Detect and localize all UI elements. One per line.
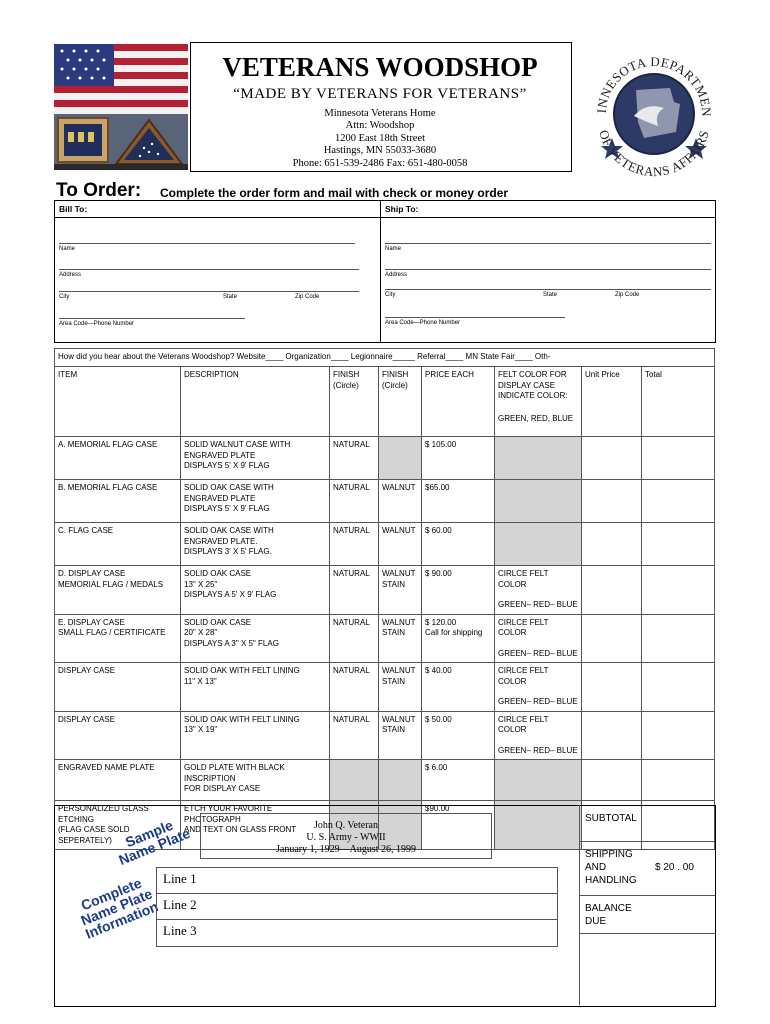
finish-natural-cell[interactable] xyxy=(330,760,379,801)
table-row xyxy=(55,480,715,523)
header-item: ITEM xyxy=(55,367,181,437)
table-row xyxy=(55,711,715,760)
ship-zip-label: Zip Code xyxy=(615,292,640,298)
item-cell: DISPLAY CASE xyxy=(55,663,181,712)
unit-price-cell[interactable] xyxy=(582,760,642,801)
subtotal-label: SUBTOTAL xyxy=(585,813,637,824)
felt-color-cell[interactable] xyxy=(495,523,582,566)
total-cell[interactable] xyxy=(642,711,715,760)
description-line: SOLID WALNUT CASE WITH xyxy=(184,440,291,449)
address-line: Attn: Woodshop xyxy=(345,120,415,132)
bill-phone-label: Area Code—Phone Number xyxy=(59,321,135,327)
finish-walnut-cell[interactable]: WALNUT STAIN xyxy=(379,711,422,760)
price-cell: $65.00 xyxy=(422,480,495,523)
header-price: PRICE EACH xyxy=(422,367,495,437)
shop-motto: “MADE BY VETERANS FOR VETERANS” xyxy=(233,86,527,102)
bill-address-label: Address xyxy=(59,272,82,278)
price-cell: $90.00 xyxy=(422,801,495,850)
description-line: DISPLAYS 5' X 9' FLAG xyxy=(184,461,270,470)
to-order-heading: To Order: xyxy=(56,180,142,201)
total-cell[interactable] xyxy=(642,614,715,663)
nameplate-line-2[interactable]: Line 2 xyxy=(157,894,557,920)
shop-title: VETERANS WOODSHOP xyxy=(222,52,538,82)
total-cell[interactable] xyxy=(642,566,715,615)
description-line: AND TEXT ON GLASS FRONT xyxy=(184,825,297,834)
description-line: SOLID OAK CASE xyxy=(184,617,252,627)
bill-name-line[interactable] xyxy=(59,243,355,244)
total-cell[interactable] xyxy=(642,437,715,480)
seal-text-top: INNESOTA DEPARTMEN xyxy=(593,53,715,118)
description-cell xyxy=(181,614,330,663)
address-line: Phone: 651-539-2486 Fax: 651-480-0058 xyxy=(292,157,468,169)
flag-case-photo xyxy=(54,44,188,170)
address-section xyxy=(54,200,716,343)
unit-price-cell[interactable] xyxy=(582,566,642,615)
felt-color-cell[interactable] xyxy=(495,711,582,760)
description-line: FOR DISPLAY CASE xyxy=(184,784,261,793)
item-cell: B. MEMORIAL FLAG CASE xyxy=(55,480,181,523)
finish-natural-cell[interactable]: NATURAL xyxy=(330,523,379,566)
nameplate-lines xyxy=(156,867,558,947)
description-cell xyxy=(181,523,330,566)
ship-name-line[interactable] xyxy=(385,243,711,244)
unit-price-cell[interactable] xyxy=(582,711,642,760)
felt-instruction: CIRLCE FELT COLOR xyxy=(498,666,549,686)
felt-options[interactable]: GREEN– RED– BLUE xyxy=(498,697,578,706)
description-line: ENGRAVED PLATE. xyxy=(184,536,258,546)
item-cell: D. DISPLAY CASE MEMORIAL FLAG / MEDALS xyxy=(55,566,181,615)
item-cell: DISPLAY CASE xyxy=(55,711,181,760)
felt-options[interactable]: GREEN– RED– BLUE xyxy=(498,745,578,755)
header-felt xyxy=(495,367,582,437)
total-cell[interactable] xyxy=(642,760,715,801)
price-cell: $ 90.00 xyxy=(422,566,495,615)
sample-line: U. S. Army - WWII xyxy=(306,832,386,843)
bill-address-line[interactable] xyxy=(59,269,359,270)
description-line: ENGRAVED PLATE xyxy=(184,493,256,503)
bill-name-label: Name xyxy=(59,246,76,252)
felt-options[interactable]: GREEN– RED– BLUE xyxy=(498,600,578,609)
total-cell[interactable] xyxy=(642,663,715,712)
description-line: 13" X 25" xyxy=(184,579,218,589)
header-finish-2: FINISH (Circle) xyxy=(379,367,422,437)
description-cell xyxy=(181,663,330,712)
finish-natural-cell[interactable]: NATURAL xyxy=(330,614,379,663)
ship-state-label: State xyxy=(543,292,558,298)
description-cell xyxy=(181,480,330,523)
price-cell: $ 50.00 xyxy=(422,711,495,760)
finish-walnut-cell[interactable]: WALNUT xyxy=(379,523,422,566)
description-line: 20" X 28" xyxy=(184,628,218,637)
felt-instruction: CIRLCE FELT COLOR xyxy=(498,714,549,734)
ship-name-label: Name xyxy=(385,246,402,252)
total-cell[interactable] xyxy=(642,523,715,566)
item-cell: ENGRAVED NAME PLATE xyxy=(55,760,181,801)
description-line: SOLID OAK CASE xyxy=(184,569,252,578)
sample-line: January 1, 1929—August 26, 1999 xyxy=(276,844,416,855)
nameplate-line-3[interactable]: Line 3 xyxy=(163,923,197,938)
description-line: 11" X 13" xyxy=(184,676,217,686)
header-felt-label: FELT COLOR FOR DISPLAY CASE INDICATE COLOR: xyxy=(498,370,568,400)
ship-address-label: Address xyxy=(385,272,408,278)
description-line: DISPLAYS A 3" X 5" FLAG xyxy=(184,638,279,648)
table-row xyxy=(55,523,715,566)
totals-column xyxy=(579,805,715,1005)
item-cell: A. MEMORIAL FLAG CASE xyxy=(55,437,181,480)
finish-natural-cell[interactable]: NATURAL xyxy=(330,437,379,480)
item-cell: PERSONALIZED GLASS ETCHING (FLAG CASE SOLD SEPERATELY) xyxy=(55,801,181,850)
price-cell: $ 60.00 xyxy=(422,523,495,566)
complete-stamp: Complete Name Plate Information xyxy=(78,874,161,942)
to-order-instructions: Complete the order form and mail with check or money order xyxy=(160,186,509,200)
item-cell: E. DISPLAY CASE SMALL FLAG / CERTIFICATE xyxy=(55,614,181,663)
ship-to-title: Ship To: xyxy=(385,204,419,214)
description-cell xyxy=(181,760,330,801)
unit-price-cell[interactable] xyxy=(582,614,642,663)
description-line: ENGRAVED PLATE xyxy=(184,450,256,460)
header-felt-colors: GREEN, RED, BLUE xyxy=(498,413,574,423)
sample-stamp: Sample Name Plate xyxy=(116,816,193,869)
description-line: SOLID OAK CASE WITH xyxy=(184,526,274,535)
felt-color-cell[interactable] xyxy=(495,566,582,615)
unit-price-cell[interactable] xyxy=(582,523,642,566)
table-header-row xyxy=(55,367,715,437)
bill-to-title: Bill To: xyxy=(59,204,88,214)
finish-walnut-cell[interactable]: WALNUT xyxy=(379,480,422,523)
felt-color-cell[interactable] xyxy=(495,663,582,712)
balance-due-label: BALANCE DUE xyxy=(585,903,632,927)
nameplate-line-1[interactable]: Line 1 xyxy=(157,868,557,894)
finish-walnut-cell[interactable] xyxy=(379,760,422,801)
description-line: DISPLAYS 3' X 5' FLAG. xyxy=(184,547,272,556)
sample-nameplate xyxy=(200,813,492,859)
price-cell: $ 120.00 Call for shipping xyxy=(422,614,495,663)
table-row xyxy=(55,614,715,663)
sample-line: John Q. Veteran xyxy=(314,820,378,831)
table-row xyxy=(55,437,715,480)
felt-color-cell[interactable] xyxy=(495,437,582,480)
total-cell[interactable] xyxy=(642,480,715,523)
description-line: ETCH YOUR FAVORITE PHOTOGRAPH xyxy=(184,804,273,824)
description-cell xyxy=(181,566,330,615)
mdva-seal-logo xyxy=(584,42,724,182)
description-line: SOLID OAK CASE WITH xyxy=(184,483,274,492)
order-table xyxy=(54,348,715,850)
table-row xyxy=(55,663,715,712)
description-line: SOLID OAK WITH FELT LINING xyxy=(184,666,300,675)
shipping-value: $ 20 . 00 xyxy=(655,862,694,873)
address-line: 1200 East 18th Street xyxy=(334,132,426,144)
ship-address-line[interactable] xyxy=(385,269,711,270)
shipping-label: SHIPPING AND HANDLING xyxy=(585,849,637,886)
unit-price-cell[interactable] xyxy=(582,437,642,480)
description-line: GOLD PLATE WITH BLACK INSCRIPTION xyxy=(184,763,285,783)
price-cell: $ 6.00 xyxy=(422,760,495,801)
bill-zip-label: Zip Code xyxy=(295,294,320,300)
header-unit-price: Unit Price xyxy=(582,367,642,437)
finish-walnut-cell[interactable]: WALNUT STAIN xyxy=(379,566,422,615)
felt-color-cell[interactable] xyxy=(495,760,582,801)
felt-instruction: CIRLCE FELT COLOR xyxy=(498,617,549,637)
description-cell xyxy=(181,711,330,760)
ship-city-line[interactable] xyxy=(385,289,711,290)
felt-options[interactable]: GREEN– RED– BLUE xyxy=(498,648,578,658)
felt-color-cell[interactable] xyxy=(495,614,582,663)
finish-walnut-cell[interactable]: WALNUT STAIN xyxy=(379,614,422,663)
felt-instruction: CIRLCE FELT COLOR xyxy=(498,569,549,589)
finish-natural-cell[interactable]: NATURAL xyxy=(330,663,379,712)
felt-color-cell[interactable] xyxy=(495,480,582,523)
finish-walnut-cell[interactable] xyxy=(379,437,422,480)
shop-address xyxy=(190,108,570,170)
description-line: DISPLAYS 5' X 9' FLAG xyxy=(184,504,270,513)
table-row xyxy=(55,566,715,615)
finish-natural-cell[interactable]: NATURAL xyxy=(330,566,379,615)
unit-price-cell[interactable] xyxy=(582,480,642,523)
price-cell: $ 105.00 xyxy=(422,437,495,480)
address-line: Hastings, MN 55033-3680 xyxy=(323,145,437,157)
header-total: Total xyxy=(642,367,715,437)
finish-natural-cell[interactable]: NATURAL xyxy=(330,711,379,760)
ship-phone-label: Area Code—Phone Number xyxy=(385,320,461,326)
price-cell: $ 40.00 xyxy=(422,663,495,712)
header-description: DESCRIPTION xyxy=(181,367,330,437)
bill-city-label: City xyxy=(59,294,70,300)
how-heard-row xyxy=(55,349,715,367)
seal-text-bottom: OF VETERANS AFFAIRS xyxy=(596,128,712,180)
finish-walnut-cell[interactable]: WALNUT STAIN xyxy=(379,663,422,712)
bill-phone-line[interactable] xyxy=(59,318,245,319)
how-heard-question[interactable]: How did you hear about the Veterans Woodshop? Website____ Organization____ Legionnaire_____ Referral____ MN State Fair____ Oth- xyxy=(55,349,715,367)
unit-price-cell[interactable] xyxy=(582,663,642,712)
bill-state-label: State xyxy=(223,294,238,300)
header-finish-1: FINISH (Circle) xyxy=(330,367,379,437)
description-line: 13" X 19" xyxy=(184,725,218,734)
ship-city-label: City xyxy=(385,292,396,298)
description-line: DISPLAYS A 5' X 9' FLAG xyxy=(184,590,277,599)
ship-phone-line[interactable] xyxy=(385,317,565,318)
item-cell: C. FLAG CASE xyxy=(55,523,181,566)
bill-city-line[interactable] xyxy=(59,291,359,292)
description-cell xyxy=(181,437,330,480)
table-row xyxy=(55,760,715,801)
address-line: Minnesota Veterans Home xyxy=(324,108,436,119)
description-line: SOLID OAK WITH FELT LINING xyxy=(184,714,300,724)
finish-natural-cell[interactable]: NATURAL xyxy=(330,480,379,523)
